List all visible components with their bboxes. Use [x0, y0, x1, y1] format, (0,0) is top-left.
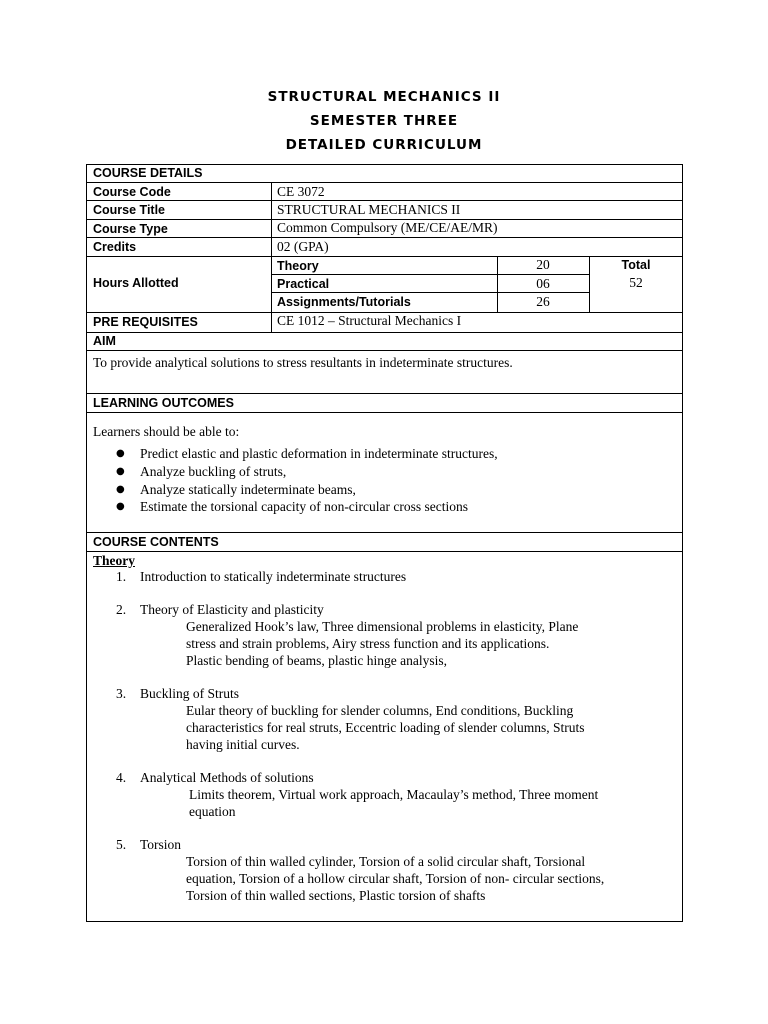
hours-assignments-value: 26 [536, 294, 550, 309]
course-title-value: STRUCTURAL MECHANICS II [277, 202, 461, 217]
hours-theory-value: 20 [536, 257, 550, 272]
hours-total-label: Total [621, 258, 651, 272]
course-type-value: Common Compulsory (ME/CE/AE/MR) [277, 220, 498, 235]
learning-outcomes-heading: LEARNING OUTCOMES [93, 396, 234, 410]
hours-theory-label: Theory [277, 259, 319, 273]
topic-title: Theory of Elasticity and plasticity [140, 602, 324, 617]
topic-number: 1. [116, 569, 127, 584]
topic-detail-line: Generalized Hook’s law, Three dimensional problems in elasticity, Plane [186, 619, 579, 634]
hours-total-value: 52 [629, 275, 643, 290]
course-code-value: CE 3072 [277, 184, 325, 199]
aim-heading: AIM [93, 334, 116, 348]
course-contents-heading: COURSE CONTENTS [93, 535, 219, 549]
theory-subheading: Theory [93, 553, 135, 568]
topic-number: 3. [116, 686, 127, 701]
prerequisites-label: PRE REQUISITES [93, 315, 198, 329]
topic-detail-line: Torsion of thin walled cylinder, Torsion of a solid circular shaft, Torsional [186, 854, 586, 869]
topic-title: Torsion [140, 837, 182, 852]
bullet-icon: ● [116, 501, 125, 512]
learning-outcomes-intro: Learners should be able to: [93, 424, 240, 439]
course-type-label: Course Type [93, 222, 168, 236]
hours-allotted-label: Hours Allotted [93, 276, 179, 290]
list-item: Analyze statically indeterminate beams, [140, 482, 356, 497]
hours-practical-value: 06 [536, 276, 550, 291]
bullet-icon: ● [116, 448, 125, 459]
topic-number: 2. [116, 602, 127, 617]
course-details-heading: COURSE DETAILS [93, 166, 203, 180]
credits-label: Credits [93, 240, 137, 254]
credits-value: 02 (GPA) [277, 239, 329, 254]
topic-title: Analytical Methods of solutions [140, 770, 314, 785]
course-title-label: Course Title [93, 203, 166, 217]
hours-practical-label: Practical [277, 277, 330, 291]
bullet-icon: ● [116, 466, 125, 477]
topic-title: Introduction to statically indeterminate structures [140, 569, 407, 584]
prerequisites-value: CE 1012 – Structural Mechanics I [277, 313, 462, 328]
topic-detail-line: stress and strain problems, Airy stress function and its applications. [186, 636, 550, 651]
document-title: STRUCTURAL MECHANICS II [267, 89, 501, 105]
curriculum-heading: DETAILED CURRICULUM [285, 137, 483, 153]
course-code-label: Course Code [93, 185, 171, 199]
topic-title: Buckling of Struts [140, 686, 240, 701]
topic-detail-line: equation, Torsion of a hollow circular shaft, Torsion of non- circular sections, [186, 871, 605, 886]
topic-number: 5. [116, 837, 127, 852]
topic-detail-line: Limits theorem, Virtual work approach, Macaulay’s method, Three moment [189, 787, 599, 802]
topic-detail-line: Torsion of thin walled sections, Plastic torsion of shafts [186, 888, 486, 903]
topic-detail-line: characteristics for real struts, Eccentric loading of slender columns, Struts [186, 720, 585, 735]
aim-text: To provide analytical solutions to stress resultants in indeterminate structures. [93, 355, 513, 370]
topic-detail-line: Plastic bending of beams, plastic hinge analysis, [186, 653, 447, 668]
list-item: Estimate the torsional capacity of non-circular cross sections [140, 499, 469, 514]
topic-detail-line: equation [189, 804, 236, 819]
topic-number: 4. [116, 770, 127, 785]
hours-assignments-label: Assignments/Tutorials [277, 295, 411, 309]
semester-heading: SEMESTER THREE [309, 113, 459, 129]
topic-detail-line: Eular theory of buckling for slender columns, End conditions, Buckling [186, 703, 574, 718]
list-item: Analyze buckling of struts, [140, 464, 287, 479]
bullet-icon: ● [116, 484, 125, 495]
list-item: Predict elastic and plastic deformation in indeterminate structures, [140, 446, 498, 461]
topic-detail-line: having initial curves. [186, 737, 300, 752]
